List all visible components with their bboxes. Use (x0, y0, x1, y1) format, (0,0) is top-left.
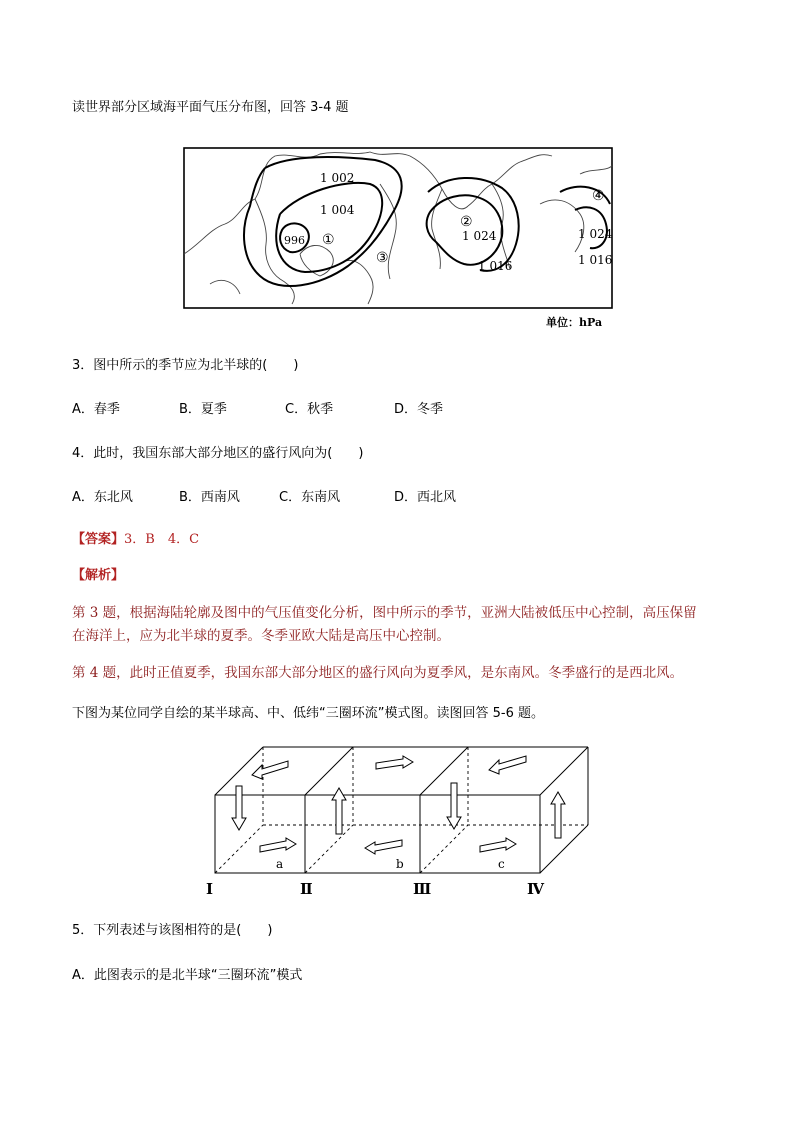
latitude-label-2: Ⅱ (300, 880, 313, 898)
q4-option-c: C．东南风 (279, 490, 341, 505)
question-4-stem: 4．此时，我国东部大部分地区的盛行风向为( ) (72, 446, 364, 461)
isobar-label: 996 (284, 234, 305, 247)
analysis-q3-line1: 第 3 题，根据海陆轮廓及图中的气压值变化分析，图中所示的季节，亚洲大陆被低压中心控制，高压保留 (72, 605, 697, 621)
isobar-label: 1 002 (320, 171, 355, 185)
isobar-label: 1 016 (578, 253, 613, 267)
latitude-label-4: Ⅳ (527, 880, 545, 898)
cell-label-b: b (396, 857, 404, 871)
intro-text: 读世界部分区域海平面气压分布图，回答 3-4 题 (72, 100, 349, 115)
question-5-stem: 5．下列表述与该图相符的是( ) (72, 923, 273, 938)
analysis-q4: 第 4 题，此时正值夏季，我国东部大部分地区的盛行风向为夏季风，是东南风。冬季盛行的是西北风。 (72, 665, 684, 681)
latitude-label-1: Ⅰ (206, 880, 214, 898)
isobar-label: 1 024 (578, 227, 613, 241)
isobar-label: 1 024 (462, 229, 497, 243)
latitude-label-3: Ⅲ (413, 880, 432, 898)
answer-label: 【答案】 (72, 532, 125, 547)
q4-option-a: A．东北风 (72, 490, 133, 505)
intro-text-2: 下图为某位同学自绘的某半球高、中、低纬“三圈环流”模式图。读图回答 5-6 题。 (72, 706, 544, 721)
q3-option-c: C．秋季 (285, 402, 334, 417)
q3-option-d: D．冬季 (394, 402, 444, 417)
q3-option-a: A．春季 (72, 402, 120, 417)
q5-option-a: A．此图表示的是北半球“三圈环流”模式 (72, 968, 303, 983)
q4-option-b: B．西南风 (179, 490, 240, 505)
marker-3: ③ (376, 250, 389, 266)
unit-label: 单位：hPa (546, 316, 603, 329)
isobar-label: 1 016 (478, 259, 513, 273)
circulation-diagram (200, 740, 600, 902)
q4-option-d: D．西北风 (394, 490, 457, 505)
q3-option-b: B．夏季 (179, 402, 227, 417)
isobar-label: 1 004 (320, 203, 355, 217)
answer-line (72, 531, 199, 549)
cell-label-a: a (276, 857, 284, 871)
marker-2: ② (460, 214, 473, 230)
marker-4: ④ (592, 188, 605, 204)
question-3-stem: 3．图中所示的季节应为北半球的( ) (72, 358, 299, 373)
cell-label-c: c (498, 857, 505, 871)
answer-text: 3．B 4．C (124, 532, 200, 547)
pressure-map (180, 144, 620, 332)
marker-1: ① (322, 232, 335, 248)
analysis-label: 【解析】 (72, 568, 125, 583)
analysis-q3-line2: 在海洋上，应为北半球的夏季。冬季亚欧大陆是高压中心控制。 (72, 628, 450, 644)
